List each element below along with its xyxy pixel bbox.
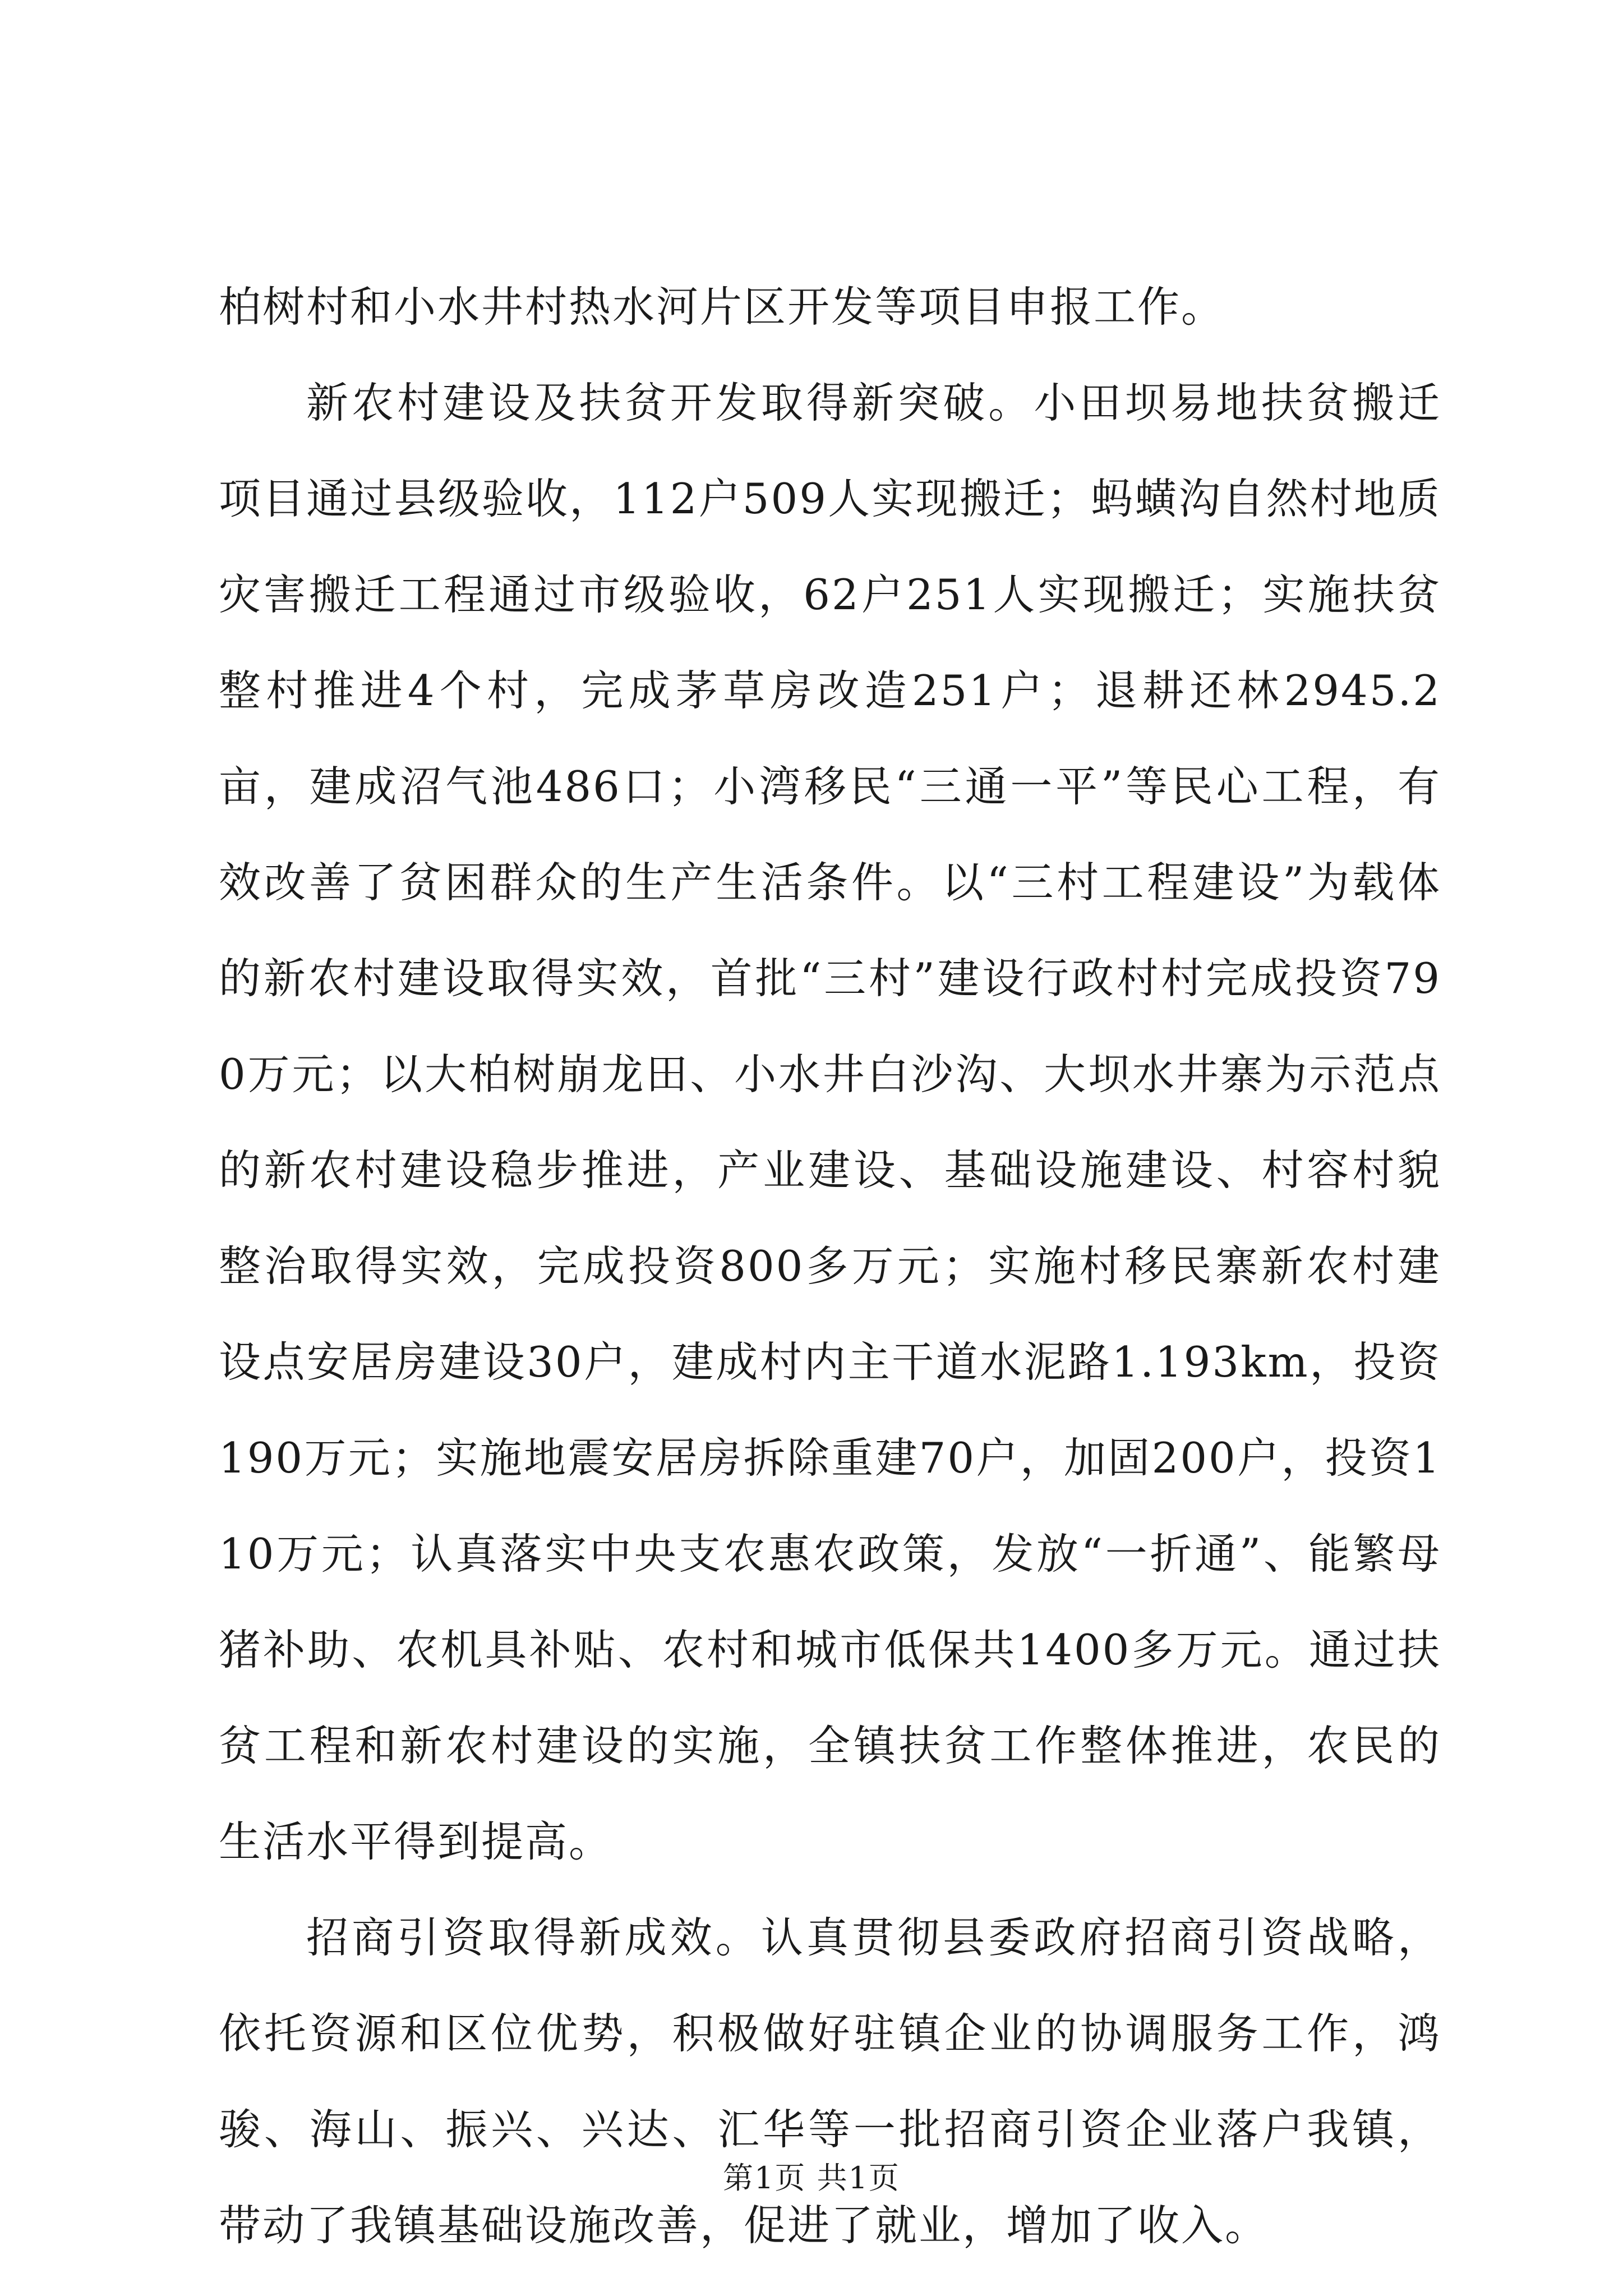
document-body	[219, 259, 1441, 2274]
page-footer: 第1页 共1页	[723, 2160, 900, 2196]
paragraph-new-rural-construction: 新农村建设及扶贫开发取得新突破。小田坝易地扶贫搬迁项目通过县级验收，112户509人实现搬迁；蚂蟥沟自然村地质灾害搬迁工程通过市级验收，62户251人实现搬迁；实施扶贫整村推进4个村，完成茅草房改造251户；退耕还林2945.2亩，建成沼气池486口；小湾移民“三通一平”等民心工程，有效改善了贫困群众的生产生活条件。以“三村工程建设”为载体的新农村建设取得实效，首批“三村”建设行政村村完成投资790万元；以大柏树崩龙田、小水井白沙沟、大坝水井寨为示范点的新农村建设稳步推进，产业建设、基础设施建设、村容村貌整治取得实效，完成投资800多万元；实施村移民寨新农村建设点安居房建设30户，建成村内主干道水泥路1.193km，投资190万元；实施地震安居房拆除重建70户，加固200户，投资110万元；认真落实中央支农惠农政策，发放“一折通”、能繁母猪补助、农机具补贴、农村和城市低保共1400多万元。通过扶贫工程和新农村建设的实施，全镇扶贫工作整体推进，农民的生活水平得到提高。	[219, 378, 1441, 1866]
paragraph-investment-attraction: 招商引资取得新成效。认真贯彻县委政府招商引资战略，依托资源和区位优势，积极做好驻镇企业的协调服务工作，鸿骏、海山、振兴、兴达、汇华等一批招商引资企业落户我镇，带动了我镇基础设施改善，促进了就业，增加了收入。	[219, 1913, 1441, 2250]
paragraph-continuation: 柏树村和小水井村热水河片区开发等项目申报工作。	[219, 282, 1225, 332]
